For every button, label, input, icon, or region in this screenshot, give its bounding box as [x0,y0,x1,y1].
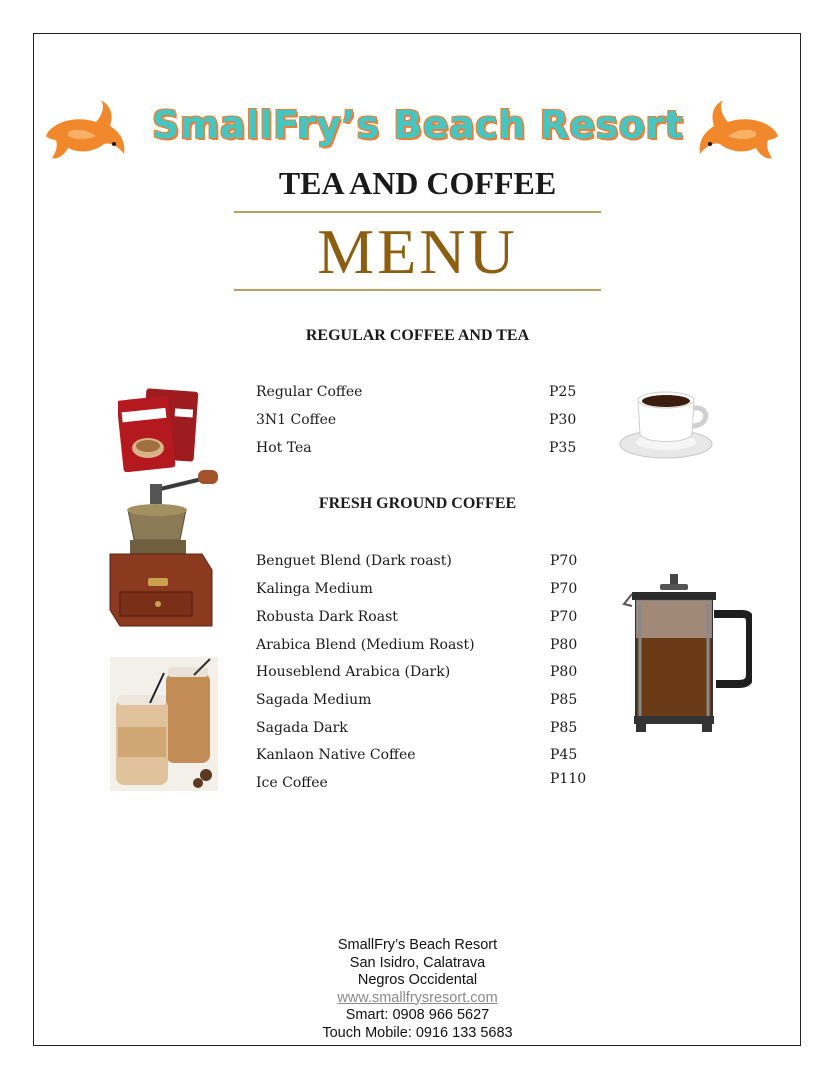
menu-item-price: P80 [550,637,578,653]
menu-item-name: 3N1 Coffee [256,412,337,428]
page-subtitle: TEA AND COFFEE [278,165,557,201]
menu-item-price: P70 [550,581,578,597]
menu-item-name: Kalinga Medium [256,581,373,597]
menu-item-price: P30 [549,412,577,428]
french-press-image [622,574,752,732]
menu-item-price: P70 [550,609,578,625]
section-title-regular: REGULAR COFFEE AND TEA [305,327,530,344]
coffee-cup-image [616,386,716,466]
menu-item-name: Sagada Dark [256,720,348,736]
footer-resort-name: SmallFry’s Beach Resort [337,937,498,953]
menu-item-price: P35 [549,440,577,456]
footer-region-line: Negros Occidental [357,972,478,988]
menu-item-price: P45 [550,747,578,763]
menu-item-price: P70 [550,553,578,569]
resort-brand-title: SmallFry’s Beach Resort [151,103,684,147]
footer-address-line: San Isidro, Calatrava [349,954,486,971]
menu-item-name: Ice Coffee [256,775,328,791]
footer-smart-phone: Smart: 0908 966 5627 [345,1007,490,1023]
menu-title: MENU [317,216,518,287]
menu-item-name: Hot Tea [256,440,312,456]
top-divider [234,211,601,213]
footer-contact [0,937,835,1042]
section-title-fresh-ground: FRESH GROUND COFFEE [318,495,517,512]
menu-item-price: P85 [550,720,578,736]
menu-item-name: Robusta Dark Roast [256,609,398,625]
coffee-grinder-image [106,470,224,630]
menu-item-name: Arabica Blend (Medium Roast) [256,637,475,653]
coffee-sachet-image [118,388,200,472]
menu-item-price: P110 [550,771,587,787]
menu-item-name: Kanlaon Native Coffee [256,747,416,763]
menu-item-price: P85 [550,692,578,708]
menu-item-name: Sagada Medium [256,692,372,708]
footer-website-link[interactable]: www.smallfrysresort.com [337,989,498,1006]
footer-touch-phone: Touch Mobile: 0916 133 5683 [322,1024,513,1041]
menu-item-name: Houseblend Arabica (Dark) [256,664,451,680]
menu-item-price: P80 [550,664,578,680]
bottom-divider [234,289,601,291]
menu-item-name: Regular Coffee [256,384,363,400]
menu-item-price: P25 [549,384,577,400]
iced-coffee-image [110,657,218,791]
menu-item-name: Benguet Blend (Dark roast) [256,553,452,569]
